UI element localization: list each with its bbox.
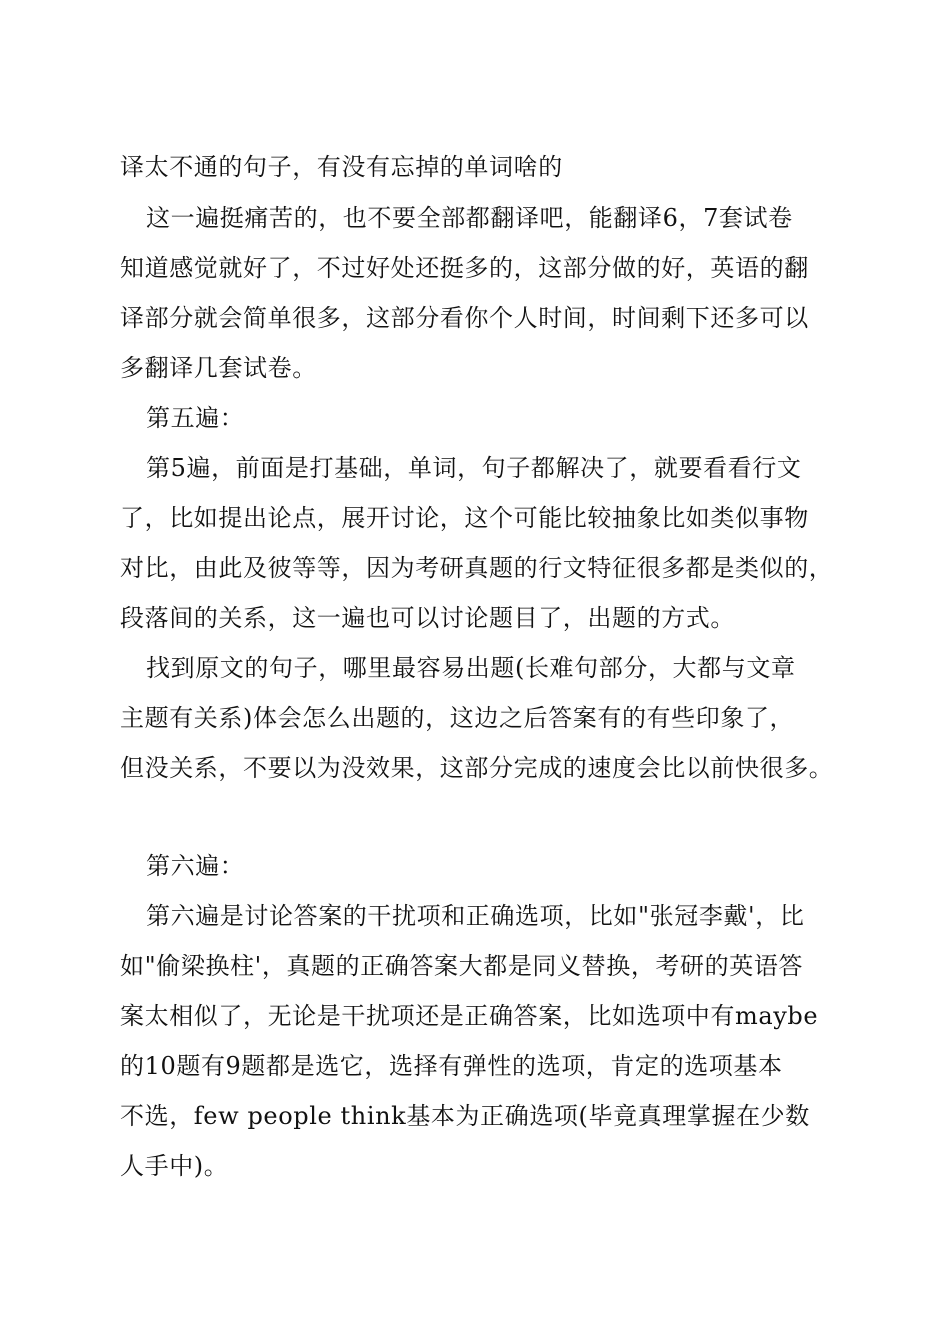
text-line: 的10题有9题都是选它，选择有弹性的选项，肯定的选项基本	[120, 1052, 783, 1080]
text-line: 不选，few people think基本为正确选项(毕竟真理掌握在少数	[120, 1102, 810, 1130]
text-line: 第六遍是讨论答案的干扰项和正确选项，比如"张冠李戴'，比	[146, 902, 805, 930]
text-line: 译部分就会简单很多，这部分看你个人时间，时间剩下还多可以	[120, 304, 809, 332]
text-line: 如"偷梁换柱'，真题的正确答案大都是同义替换，考研的英语答	[120, 952, 804, 980]
section-heading: 第六遍：	[146, 852, 245, 880]
text-line: 第5遍，前面是打基础，单词，句子都解决了，就要看看行文	[146, 454, 802, 482]
text-line: 人手中)。	[120, 1152, 229, 1180]
text-line: 译太不通的句子，有没有忘掉的单词啥的	[120, 153, 563, 181]
text-line: 找到原文的句子，哪里最容易出题(长难句部分，大都与文章	[146, 654, 796, 682]
text-line: 段落间的关系，这一遍也可以讨论题目了，出题的方式。	[120, 604, 735, 632]
text-line: 主题有关系)体会怎么出题的，这边之后答案有的有些印象了，	[120, 704, 795, 732]
text-line: 案太相似了，无论是干扰项还是正确答案，比如选项中有maybe	[120, 1002, 819, 1030]
text-line: 对比，由此及彼等等，因为考研真题的行文特征很多都是类似的，	[120, 554, 834, 582]
text-line: 多翻译几套试卷。	[120, 354, 317, 382]
text-line: 了，比如提出论点，展开讨论，这个可能比较抽象比如类似事物	[120, 504, 809, 532]
text-line: 但没关系，不要以为没效果，这部分完成的速度会比以前快很多。	[120, 754, 834, 782]
text-line: 这一遍挺痛苦的，也不要全部都翻译吧，能翻译6，7套试卷	[146, 204, 793, 232]
section-heading: 第五遍：	[146, 404, 245, 432]
text-line: 知道感觉就好了，不过好处还挺多的，这部分做的好，英语的翻	[120, 254, 809, 282]
